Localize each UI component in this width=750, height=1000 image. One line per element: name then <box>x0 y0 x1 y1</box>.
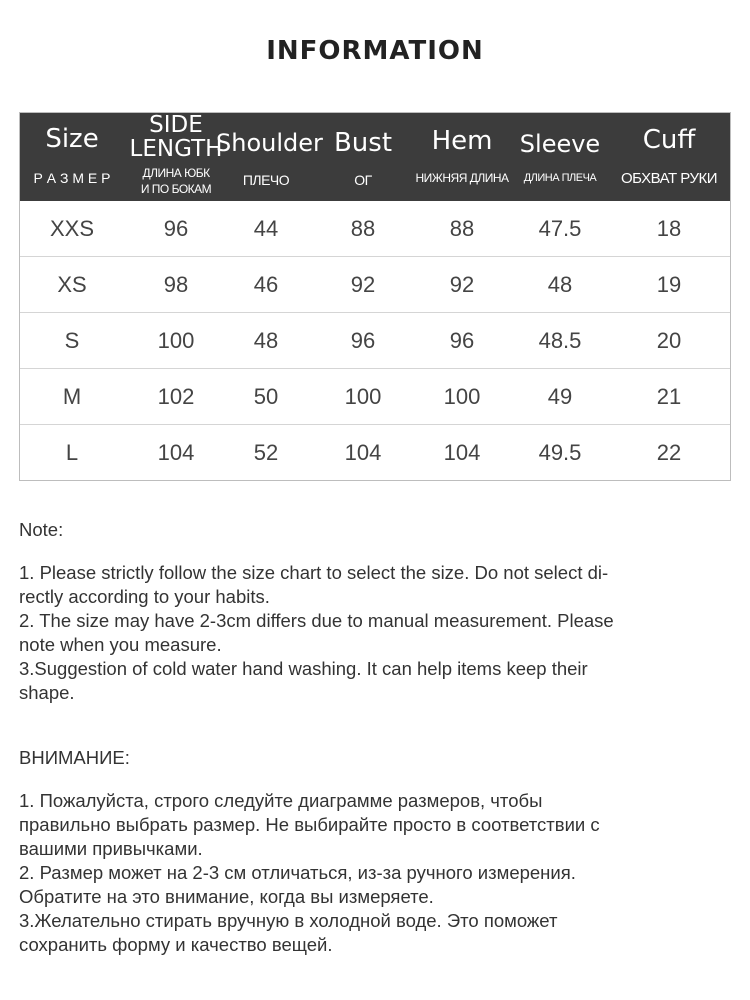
cell-side-length: 96 <box>163 216 189 241</box>
table-row <box>20 368 730 424</box>
cell-sleeve: 49.5 <box>538 440 582 465</box>
header-side-length-sublabel-2: И ПО БОКАМ <box>140 182 212 196</box>
header-side-length-label-2: LENGTH <box>129 136 223 162</box>
cell-side-length: 102 <box>157 384 195 409</box>
header-shoulder-sublabel: ПЛЕЧО <box>242 172 290 188</box>
header-side-length-sublabel-1: ДЛИНА ЮБК <box>142 166 210 180</box>
cell-cuff: 21 <box>656 384 682 409</box>
cell-shoulder: 44 <box>253 216 279 241</box>
cell-size: XXS <box>49 216 95 241</box>
table-row <box>20 256 730 312</box>
cell-shoulder: 52 <box>253 440 279 465</box>
cell-bust: 96 <box>350 328 376 353</box>
cell-sleeve: 48 <box>547 272 573 297</box>
table-row <box>20 201 730 256</box>
cell-size: M <box>62 384 82 409</box>
header-size <box>20 113 124 201</box>
cell-bust: 88 <box>350 216 376 241</box>
cell-shoulder: 48 <box>253 328 279 353</box>
note-english-line: 1. Please strictly follow the size chart to select the size. Do not select di- <box>19 562 609 583</box>
header-cuff <box>606 113 732 201</box>
cell-size: L <box>65 440 79 465</box>
note-russian-line: 3.Желательно стирать вручную в холодной воде. Это поможет <box>19 910 558 931</box>
cell-cuff: 18 <box>656 216 682 241</box>
size-chart-table <box>19 112 731 481</box>
note-russian-line: правильно выбрать размер. Не выбирайте просто в соответствии с <box>19 814 600 835</box>
note-english-heading: Note: <box>19 519 64 540</box>
cell-hem: 100 <box>443 384 481 409</box>
cell-cuff: 20 <box>656 328 682 353</box>
note-english-line: 3.Suggestion of cold water hand washing. It can help items keep their <box>19 658 588 679</box>
cell-cuff: 19 <box>656 272 682 297</box>
cell-sleeve: 49 <box>547 384 573 409</box>
cell-side-length: 104 <box>157 440 195 465</box>
header-shoulder <box>216 113 323 201</box>
cell-hem: 104 <box>443 440 481 465</box>
header-bust-label: Bust <box>333 128 393 158</box>
header-side-length-label-1: SIDE <box>149 112 203 138</box>
header-sleeve <box>514 113 606 201</box>
cell-sleeve: 48.5 <box>538 328 582 353</box>
note-english-line: rectly according to your habits. <box>19 586 270 607</box>
cell-size: S <box>64 328 80 353</box>
cell-bust: 104 <box>344 440 382 465</box>
cell-bust: 100 <box>344 384 382 409</box>
header-shoulder-label: Shoulder <box>216 129 323 157</box>
cell-size: XS <box>57 272 87 297</box>
cell-hem: 96 <box>449 328 475 353</box>
cell-hem: 88 <box>449 216 475 241</box>
table-header <box>20 113 730 201</box>
note-russian <box>19 746 731 957</box>
header-hem <box>410 113 514 201</box>
cell-cuff: 22 <box>656 440 682 465</box>
note-english-line: shape. <box>19 682 75 703</box>
table-body <box>20 201 730 480</box>
cell-sleeve: 47.5 <box>538 216 582 241</box>
note-russian-line: 2. Размер может на 2-3 см отличаться, из-за ручного измерения. <box>19 862 576 883</box>
header-sleeve-sublabel: ДЛИНА ПЛЕЧА <box>523 172 597 184</box>
table-row <box>20 424 730 480</box>
header-side-length <box>124 113 228 201</box>
note-russian-heading: ВНИМАНИЕ: <box>19 747 130 768</box>
cell-side-length: 98 <box>163 272 189 297</box>
header-hem-label: Hem <box>431 126 493 156</box>
cell-shoulder: 46 <box>253 272 279 297</box>
header-hem-sublabel: НИЖНЯЯ ДЛИНА <box>415 171 509 185</box>
page-title: INFORMATION <box>266 36 484 66</box>
note-russian-line: Обратите на это внимание, когда вы измеряете. <box>19 886 434 907</box>
note-english-line: 2. The size may have 2-3cm differs due to manual measurement. Please <box>19 610 614 631</box>
header-size-label: Size <box>45 124 99 154</box>
cell-shoulder: 50 <box>253 384 279 409</box>
cell-side-length: 100 <box>157 328 195 353</box>
table-row <box>20 312 730 368</box>
header-cuff-label: Cuff <box>642 125 696 155</box>
cell-hem: 92 <box>449 272 475 297</box>
header-sleeve-label: Sleeve <box>519 130 601 158</box>
header-bust-sublabel: ОГ <box>354 172 372 188</box>
header-size-sublabel: Р А З М Е Р <box>33 170 111 186</box>
note-russian-line: сохранить форму и качество вещей. <box>19 934 333 955</box>
header-cuff-sublabel: ОБХВАТ РУКИ <box>620 170 718 187</box>
note-english <box>19 518 731 705</box>
note-english-line: note when you measure. <box>19 634 222 655</box>
header-bust <box>316 113 410 201</box>
cell-bust: 92 <box>350 272 376 297</box>
note-russian-line: вашими привычками. <box>19 838 203 859</box>
note-russian-line: 1. Пожалуйста, строго следуйте диаграмме размеров, чтобы <box>19 790 543 811</box>
